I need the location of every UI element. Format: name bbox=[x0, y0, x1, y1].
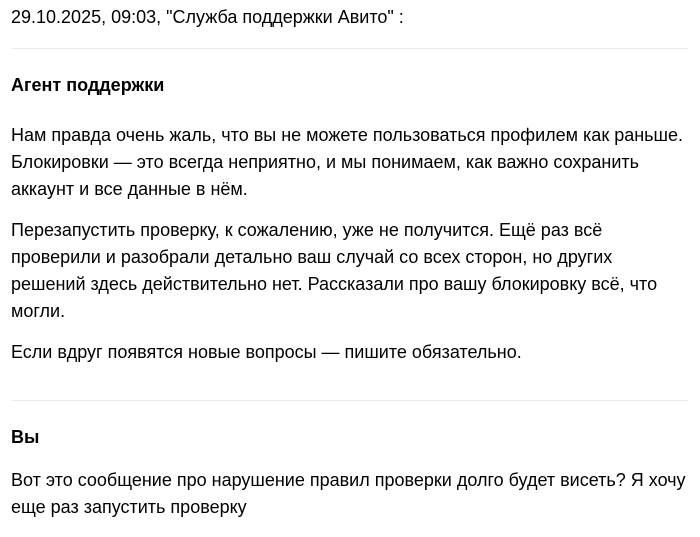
sender-name-agent: Агент поддержки bbox=[11, 75, 165, 95]
user-message bbox=[11, 467, 688, 521]
agent-message bbox=[11, 122, 688, 366]
divider bbox=[11, 48, 688, 49]
sender-name-user: Вы bbox=[11, 427, 40, 447]
message-header: 29.10.2025, 09:03, "Служба поддержки Авито" : bbox=[11, 7, 404, 27]
message-paragraph: Перезапустить проверку, к сожалению, уже не получится. Ещё раз всё проверили и разобрали детально ваш случай со всех сторон, но других решений здесь действительно нет. Рассказали про вашу блокировку всё, что могли. bbox=[11, 220, 658, 321]
message-paragraph: Если вдруг появятся новые вопросы — пишите обязательно. bbox=[11, 342, 522, 362]
divider bbox=[11, 400, 688, 401]
message-paragraph: Нам правда очень жаль, что вы не можете пользоваться профилем как раньше. Блокировки — это всегда неприятно, и мы понимаем, как важно сохранить аккаунт и все данные в нём. bbox=[11, 125, 683, 199]
message-paragraph: Вот это сообщение про нарушение правил проверки долго будет висеть? Я хочу еще раз запустить проверку bbox=[11, 470, 686, 517]
